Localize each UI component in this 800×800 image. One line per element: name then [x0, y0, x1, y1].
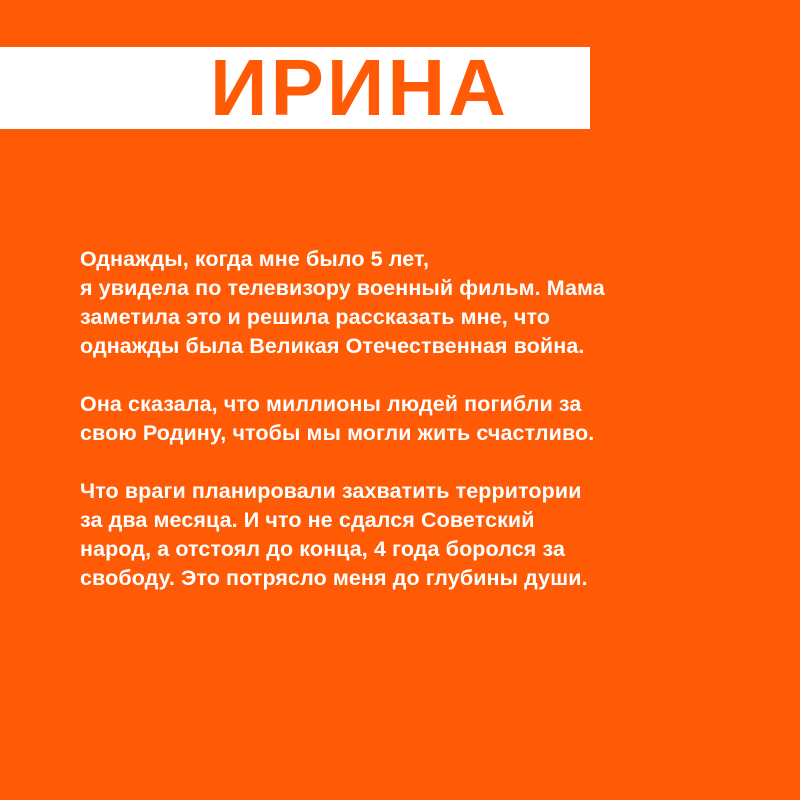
story-line: Однажды, когда мне было 5 лет,	[80, 247, 430, 271]
story-line: я увидела по телевизору военный фильм. Мама	[80, 276, 605, 300]
story-line: народ, а отстоял до конца, 4 года боролся за	[80, 537, 566, 561]
story-paragraph-3	[80, 477, 740, 593]
story-line: за два месяца. И что не сдался Советский	[80, 508, 535, 532]
story-text	[80, 245, 740, 593]
story-paragraph-2	[80, 390, 740, 448]
story-paragraph-1	[80, 245, 740, 361]
story-line: свободу. Это потрясло меня до глубины души.	[80, 566, 588, 590]
story-line: свою Родину, чтобы мы могли жить счастливо.	[80, 421, 595, 445]
page-title: ИРИНА	[210, 43, 509, 132]
story-line: Что враги планировали захватить территории	[80, 479, 582, 503]
story-line: Она сказала, что миллионы людей погибли за	[80, 392, 582, 416]
story-line: заметила это и решила рассказать мне, что	[80, 305, 551, 329]
title-banner	[0, 43, 590, 132]
story-line: однажды была Великая Отечественная война.	[80, 334, 585, 358]
